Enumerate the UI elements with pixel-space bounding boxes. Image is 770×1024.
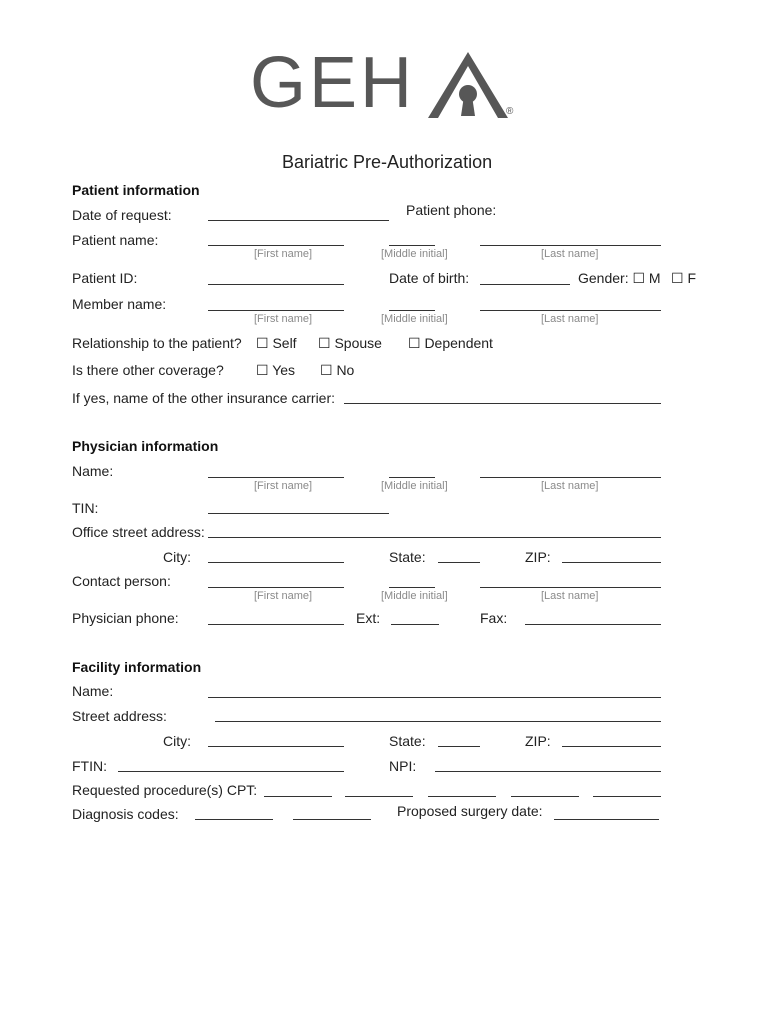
patient-first-name-hint: [First name] xyxy=(254,248,313,260)
facility-zip-label: ZIP: xyxy=(525,733,551,749)
member-name-label: Member name: xyxy=(72,296,167,312)
facility-city-label: City: xyxy=(163,733,191,749)
patient-id-label: Patient ID: xyxy=(72,270,138,286)
cpt-field-5[interactable] xyxy=(593,796,661,797)
patient-id-field[interactable] xyxy=(208,284,344,285)
physician-middle-initial-hint: [Middle initial] xyxy=(381,480,448,492)
physician-city-label: City: xyxy=(163,549,191,565)
date-of-birth-field[interactable] xyxy=(480,284,570,285)
surgery-date-field[interactable] xyxy=(554,819,659,820)
ext-field[interactable] xyxy=(391,624,439,625)
physician-first-name-hint: [First name] xyxy=(254,480,313,492)
registered-mark: ® xyxy=(506,106,514,117)
contact-middle-initial-field[interactable] xyxy=(389,587,435,588)
physician-name-label: Name: xyxy=(72,463,114,479)
npi-field[interactable] xyxy=(435,771,661,772)
physician-zip-field[interactable] xyxy=(562,562,661,563)
facility-city-field[interactable] xyxy=(208,746,344,747)
cpt-field-1[interactable] xyxy=(264,796,332,797)
contact-last-name-hint: [Last name] xyxy=(541,590,599,602)
tin-label: TIN: xyxy=(72,500,99,516)
diagnosis-code-field-1[interactable] xyxy=(195,819,273,820)
patient-section-heading: Patient information xyxy=(72,182,200,198)
facility-name-field[interactable] xyxy=(208,697,661,698)
facility-state-field[interactable] xyxy=(438,746,480,747)
diagnosis-codes-label: Diagnosis codes: xyxy=(72,806,179,822)
fax-label: Fax: xyxy=(480,610,508,626)
diagnosis-code-field-2[interactable] xyxy=(293,819,371,820)
logo-text: GEH xyxy=(250,43,416,123)
fax-field[interactable] xyxy=(525,624,661,625)
other-coverage-label: Is there other coverage? xyxy=(72,362,224,378)
date-of-request-label: Date of request: xyxy=(72,207,172,223)
contact-middle-initial-hint: [Middle initial] xyxy=(381,590,448,602)
coverage-yes-checkbox[interactable]: ☐ Yes xyxy=(256,362,296,378)
ftin-label: FTIN: xyxy=(72,758,107,774)
physician-first-name-field[interactable] xyxy=(208,477,344,478)
cpt-field-4[interactable] xyxy=(511,796,579,797)
tin-field[interactable] xyxy=(208,513,389,514)
relationship-dependent-checkbox[interactable]: ☐ Dependent xyxy=(408,335,493,351)
geha-logo xyxy=(250,43,520,128)
member-middle-initial-hint: [Middle initial] xyxy=(381,313,448,325)
member-middle-initial-field[interactable] xyxy=(389,310,435,311)
physician-zip-label: ZIP: xyxy=(525,549,551,565)
cpt-field-3[interactable] xyxy=(428,796,496,797)
patient-last-name-field[interactable] xyxy=(480,245,661,246)
office-address-label: Office street address: xyxy=(72,524,205,540)
contact-person-label: Contact person: xyxy=(72,573,171,589)
facility-zip-field[interactable] xyxy=(562,746,661,747)
patient-name-label: Patient name: xyxy=(72,232,159,248)
physician-middle-initial-field[interactable] xyxy=(389,477,435,478)
npi-label: NPI: xyxy=(389,758,417,774)
facility-section-heading: Facility information xyxy=(72,659,202,675)
patient-first-name-field[interactable] xyxy=(208,245,344,246)
cpt-field-2[interactable] xyxy=(345,796,413,797)
ext-label: Ext: xyxy=(356,610,381,626)
member-last-name-field[interactable] xyxy=(480,310,661,311)
physician-state-field[interactable] xyxy=(438,562,480,563)
physician-last-name-hint: [Last name] xyxy=(541,480,599,492)
gender-male-checkbox[interactable]: Gender: ☐ M xyxy=(578,270,661,286)
office-address-field[interactable] xyxy=(208,537,661,538)
physician-last-name-field[interactable] xyxy=(480,477,661,478)
physician-phone-field[interactable] xyxy=(208,624,344,625)
member-first-name-hint: [First name] xyxy=(254,313,313,325)
facility-name-label: Name: xyxy=(72,683,114,699)
relationship-self-checkbox[interactable]: ☐ Self xyxy=(256,335,297,351)
facility-street-label: Street address: xyxy=(72,708,167,724)
facility-street-field[interactable] xyxy=(215,721,661,722)
member-last-name-hint: [Last name] xyxy=(541,313,599,325)
patient-middle-initial-field[interactable] xyxy=(389,245,435,246)
date-of-request-field[interactable] xyxy=(208,220,389,221)
patient-last-name-hint: [Last name] xyxy=(541,248,599,260)
page-title: Bariatric Pre-Authorization xyxy=(282,152,493,172)
physician-city-field[interactable] xyxy=(208,562,344,563)
physician-section-heading: Physician information xyxy=(72,438,219,454)
member-first-name-field[interactable] xyxy=(208,310,344,311)
other-carrier-label: If yes, name of the other insurance carrier: xyxy=(72,390,336,406)
facility-state-label: State: xyxy=(389,733,426,749)
surgery-date-label: Proposed surgery date: xyxy=(397,803,543,819)
physician-state-label: State: xyxy=(389,549,426,565)
patient-phone-label: Patient phone: xyxy=(406,202,497,218)
date-of-birth-label: Date of birth: xyxy=(389,270,470,286)
gender-female-checkbox[interactable]: ☐ F xyxy=(671,270,696,286)
relationship-label: Relationship to the patient? xyxy=(72,335,242,351)
patient-middle-initial-hint: [Middle initial] xyxy=(381,248,448,260)
contact-first-name-hint: [First name] xyxy=(254,590,313,602)
physician-phone-label: Physician phone: xyxy=(72,610,179,626)
other-carrier-field[interactable] xyxy=(344,403,661,404)
coverage-no-checkbox[interactable]: ☐ No xyxy=(320,362,355,378)
relationship-spouse-checkbox[interactable]: ☐ Spouse xyxy=(318,335,382,351)
logo-a-keyhole-icon xyxy=(428,52,508,122)
cpt-label: Requested procedure(s) CPT: xyxy=(72,782,258,798)
contact-last-name-field[interactable] xyxy=(480,587,661,588)
ftin-field[interactable] xyxy=(118,771,344,772)
contact-first-name-field[interactable] xyxy=(208,587,344,588)
